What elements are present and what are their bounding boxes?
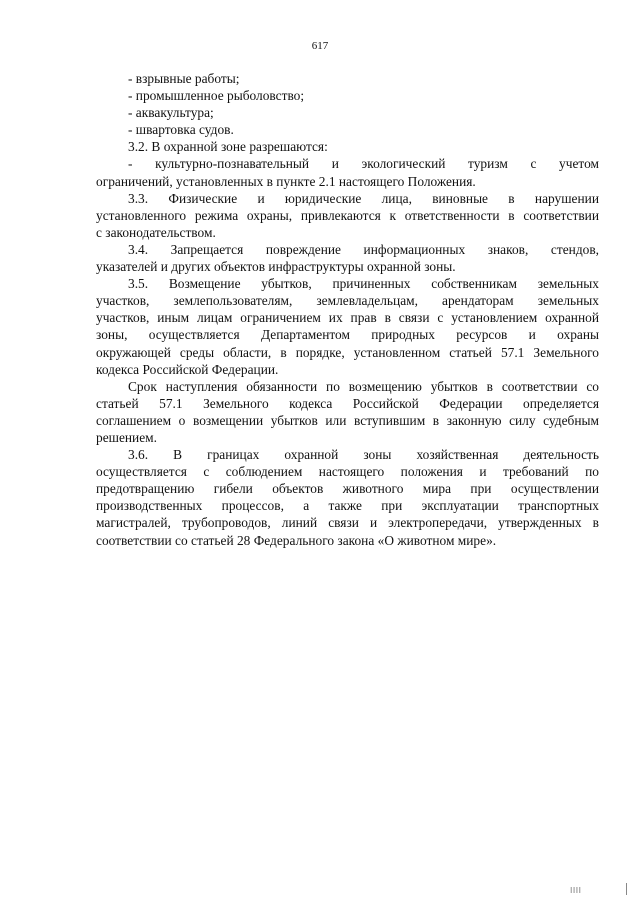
scan-edge-mark [626, 883, 627, 895]
text-line: статьей 57.1 Земельного кодекса Российской Федерации определяется [96, 395, 599, 411]
text-line: с законодательством. [96, 224, 216, 240]
text-line: предотвращению гибели объектов животного мира при осуществлении [96, 481, 599, 497]
text-line: соглашением о возмещении убытков или вступившим в законную силу судебным [96, 412, 599, 428]
text-line: 3.5. Возмещение убытков, причиненных собственникам земельных [128, 276, 599, 292]
text-line: 3.6. В границах охранной зоны хозяйственная деятельность [128, 447, 599, 463]
text-line: - аквакультура; [128, 105, 214, 121]
text-line: окружающей среды области, в порядке, установленном статьей 57.1 Земельного [96, 344, 599, 360]
text-line: участков, землепользователям, землевладельцам, арендаторам земельных [96, 293, 599, 309]
text-line: ограничений, установленных в пункте 2.1 настоящего Положения. [96, 173, 476, 189]
text-line: зоны, осуществляется Департаментом природных ресурсов и охраны [96, 327, 599, 343]
text-line: указателей и других объектов инфраструктуры охранной зоны. [96, 259, 456, 275]
scan-marks: IIII [570, 886, 582, 895]
text-line: 3.3. Физические и юридические лица, виновные в нарушении [128, 190, 599, 206]
text-line: - взрывные работы; [128, 71, 240, 86]
text-line: участков, иным лицам ограничением их прав в связи с установлением охранной [96, 310, 599, 326]
text-line: соответствии со статьей 28 Федерального закона «О животном мире». [96, 532, 497, 548]
text-line: магистралей, трубопроводов, линий связи и электропередачи, утвержденных в [96, 515, 599, 531]
text-line: 3.4. Запрещается повреждение информационных знаков, стендов, [128, 241, 599, 257]
text-line: - промышленное рыболовство; [128, 88, 305, 104]
text-line: кодекса Российской Федерации. [96, 361, 279, 377]
text-line: Срок наступления обязанности по возмещению убытков в соответствии со [128, 378, 599, 394]
text-line: - швартовка судов. [128, 122, 234, 138]
page-number: 617 [311, 40, 329, 52]
text-line: производственных процессов, а также при эксплуатации транспортных [96, 498, 599, 514]
text-line: осуществляется с соблюдением настоящего положения и требований по [96, 464, 599, 480]
document-body [96, 70, 599, 549]
text-line: - культурно-познавательный и экологический туризм с учетом [128, 156, 599, 172]
text-line: решением. [96, 429, 157, 445]
text-line: установленного режима охраны, привлекаются к ответственности в соответствии [96, 207, 599, 223]
text-line: 3.2. В охранной зоне разрешаются: [128, 139, 328, 155]
